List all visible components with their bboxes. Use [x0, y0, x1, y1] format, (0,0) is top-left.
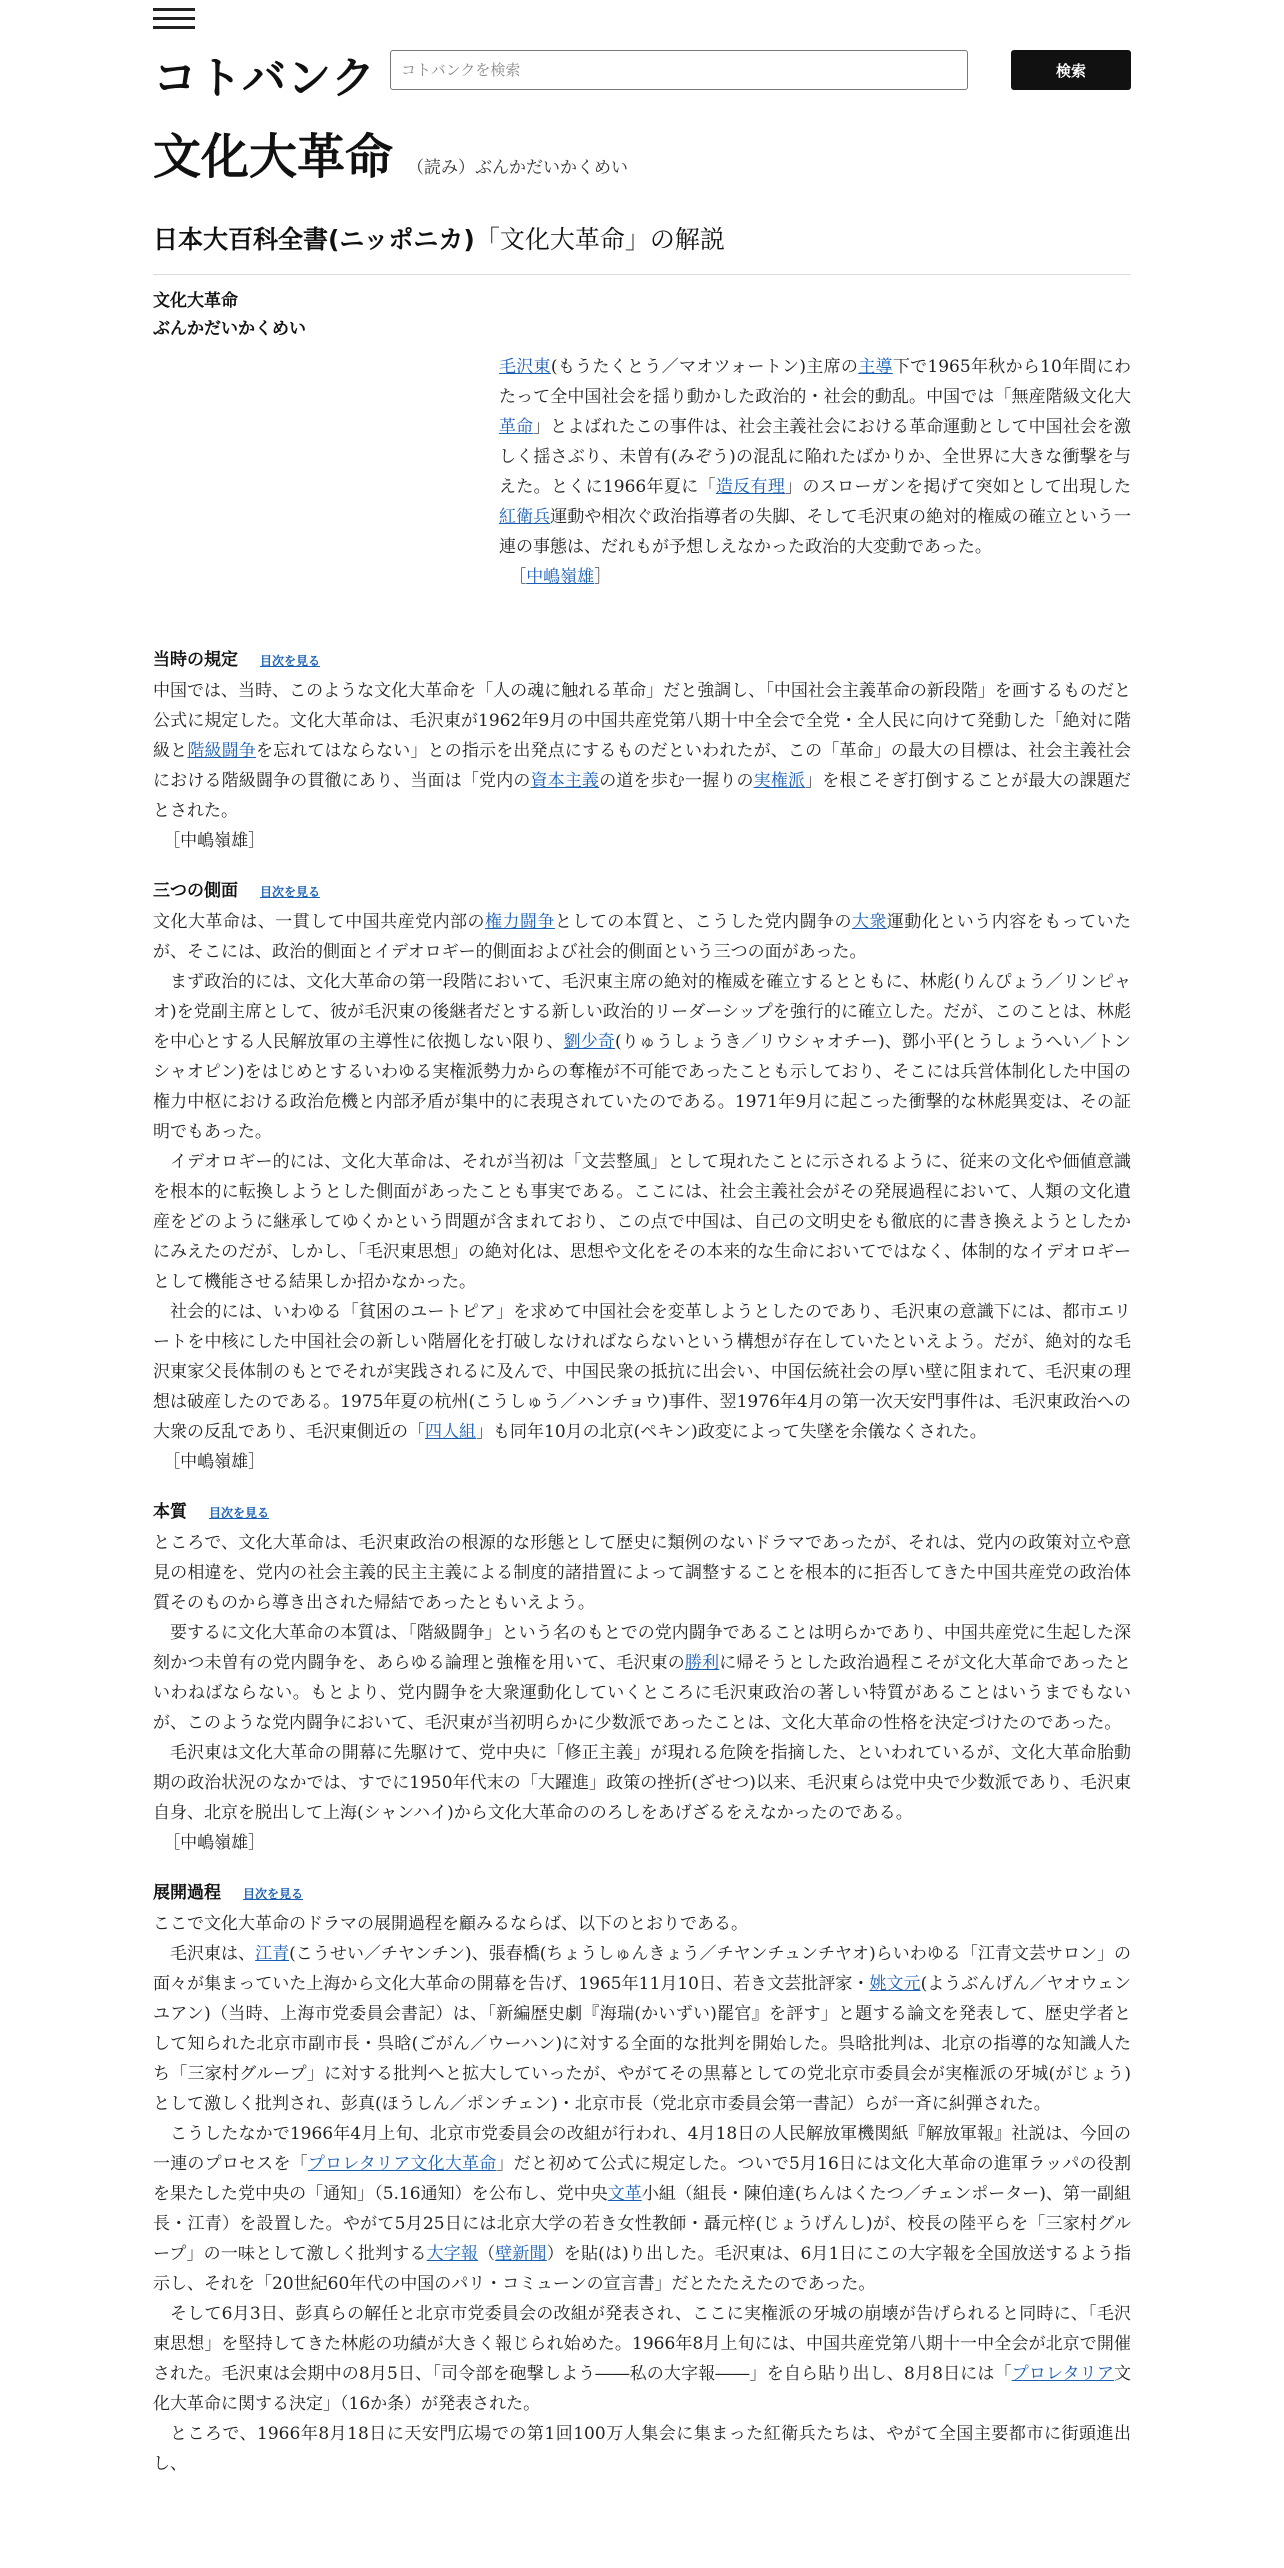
term-link[interactable]: 革命 [499, 417, 534, 437]
text-run: 」のスローガンを掲げて突如として出現した [785, 477, 1131, 497]
text-run: ところで、文化大革命は、毛沢東政治の根源的な形態として歴史に類例のないドラマであったが、それは、党内の政策対立や意見の相違を、党内の社会主義的民主主義による制度的諸措置によって調整することを根本的に拒否してきた中国共産党の政治体質そのものから導き出された帰結であったともいえよう。 [153, 1533, 1131, 1613]
text-run: 社会的には、いわゆる「貧困のユートピア」を求めて中国社会を変革しようとしたのであり、毛沢東の意識下には、都市エリートを中核にした中国社会の新しい階層化を打破しなければならないという構想が存在していたといえよう。だが、絶対的な毛沢東家父長体制のもとでそれが実践されるに及んで、中国民衆の抵抗に出会い、中国伝統社会の厚い壁に阻まれて、毛沢東の理想は破産したのである。1975年夏の杭州(こうしゅう／ハンチョウ)事件、翌1976年4月の第一次天安門事件は、毛沢東政治への大衆の反乱であり、毛沢東側近の「 [153, 1302, 1131, 1442]
section-paragraph [153, 1909, 1131, 1939]
section-paragraph [153, 2299, 1131, 2419]
section-paragraph [153, 2419, 1131, 2479]
text-run: 文化大革命に関する決定」（16か条）が発表された。 [153, 2364, 1131, 2414]
section-header [153, 1497, 1131, 1528]
text-run: を忘れてはならない」との指示を出発点にするものだといわれたが、この「革命」の最大の目標は、社会主義社会における階級闘争の貫徹にあり、当面は「党内の [153, 741, 1132, 791]
text-run: こうしたなかで1966年4月上旬、北京市党委員会の改組が行われ、4月18日の人民解放軍機関紙『解放軍報』社説は、今回の一連のプロセスを「 [153, 2124, 1131, 2174]
dictionary-name: 日本大百科全書(ニッポニカ) [153, 225, 475, 254]
text-run: 毛沢東は、 [170, 1944, 256, 1964]
text-run: (りゅうしょうき／リウシャオチー)、鄧小平(とうしょうへい／トンシャオピン)をはじめとするいわゆる実権派勢力からの奪権が不可能であったことも示しており、そこには兵営体制化した中国の権力中枢における政治危機と内部矛盾が集中的に表現されていたのである。1971年9月に起こった衝撃的な林彪異変は、その証明でもあった。 [153, 1032, 1132, 1142]
text-run: としての本質と、こうした党内闘争の [554, 912, 852, 932]
text-run: 運動や相次ぐ政治指導者の失脚、そして毛沢東の絶対的権威の確立という一連の事態は、だれもが予想しえなかった政治的大変動であった。 [499, 507, 1131, 557]
section-header [153, 645, 1131, 676]
term-link[interactable]: 紅衛兵 [499, 507, 551, 527]
term-link[interactable]: 姚文元 [869, 1974, 921, 1994]
text-run: の道を歩む一握りの [599, 771, 754, 791]
section-author: ［中嶋嶺雄］ [163, 1452, 266, 1472]
section-paragraph [153, 1528, 1131, 1618]
term-link[interactable]: 造反有理 [715, 477, 786, 497]
lead-paragraph [499, 352, 1131, 562]
section-paragraph [153, 1939, 1131, 2119]
section-header [153, 876, 1131, 907]
section-paragraph [153, 676, 1131, 826]
toc-link[interactable]: 目次を見る [260, 654, 321, 668]
section-paragraph [153, 2119, 1131, 2299]
term-link[interactable]: 主導 [858, 357, 893, 377]
section-paragraph [153, 1297, 1131, 1447]
term-link[interactable]: プロレタリア [1011, 2364, 1114, 2384]
dictionary-suffix: 「文化大革命」の解説 [474, 225, 725, 254]
section-header [153, 1878, 1131, 1909]
headword-block [153, 287, 306, 343]
toc-link[interactable]: 目次を見る [243, 1887, 304, 1901]
title-reading: （読み）ぶんかだいかくめい [407, 158, 629, 178]
text-run: 下で1965年秋から10年間にわたって全中国社会を揺り動かした政治的・社会的動乱。中国では「無産階級文化大 [499, 357, 1132, 407]
section-heading: 本質 [153, 1502, 187, 1522]
section-author: ［中嶋嶺雄］ [163, 831, 266, 851]
site-logo[interactable]: コトバンク [153, 53, 377, 104]
text-run: に帰そうとした政治過程こそが文化大革命であったといわねばならない。もとより、党内闘争を大衆運動化していくところに毛沢東政治の著しい特質があることはいうまでもないが、このような党内闘争において、毛沢東が当初明らかに少数派であったことは、文化大革命の性格を決定づけたのであった。 [153, 1653, 1131, 1733]
toc-link[interactable]: 目次を見る [260, 885, 321, 899]
term-link[interactable]: 中嶋嶺雄 [526, 567, 595, 587]
text-run: 」とよばれたこの事件は、社会主義社会における革命運動として中国社会を激しく揺さぶり、未曽有(みぞう)の混乱に陥れたばかりか、全世界に大きな衝撃を与えた。とくに1966年夏に「 [499, 417, 1132, 497]
text-run: イデオロギー的には、文化大革命は、それが当初は「文芸整風」として現れたことに示されるように、従来の文化や価値意識を根本的に転換しようとした側面があったことも事実である。ここには、社会主義社会がその発展過程において、人類の文化遺産をどのように継承してゆくかという問題が含まれており、この点で中国は、自己の文明史をも徹底的に書き換えようとしたかにみえたのだが、しかし、「毛沢東思想」の絶対化は、思想や文化をその本来的な生命においてではなく、体制的なイデオロギーとして機能させる結果しか招かなかった。 [153, 1152, 1131, 1292]
text-run: (ようぶんげん／ヤオウェンユアン)（当時、上海市党委員会書記）は、「新編歴史劇『海瑞(かいずい)罷官』を評す」と題する論文を発表して、歴史学者として知られた北京市副市長・呉晗(ごがん／ウーハン)に対する全面的な批判を開始した。呉晗批判は、北京の指導的な知識人たち「三家村グループ」に対する批判へと拡大していったが、やがてその黒幕としての党北京市委員会が実権派の牙城(がじょう)として激しく批判され、彭真(ほうしん／ポンチェン)・北京市長（党北京市委員会第一書記）らが一斉に糾弾された。 [153, 1974, 1131, 2114]
term-link[interactable]: 大字報 [426, 2244, 479, 2264]
term-link[interactable]: 実権派 [753, 771, 806, 791]
text-run: 小組（組長・陳伯達(ちんはくたつ／チェンポーター)、第一副組長・江青）を設置した。やがて5月25日には北京大学の若き女性教師・聶元梓(じょうげんし)が、校長の陸平らを「三家村グループ」の一味として激しく批判する [153, 2184, 1131, 2264]
text-run: (もうたくとう／マオツォートン)主席の [550, 357, 859, 377]
text-run: ところで、1966年8月18日に天安門広場での第1回100万人集会に集まった紅衛兵たちは、やがて全国主要都市に街頭進出し、 [153, 2424, 1131, 2474]
term-link[interactable]: 江青 [255, 1944, 290, 1964]
page-title-text: 文化大革命 [153, 129, 394, 185]
text-run: 毛沢東は文化大革命の開幕に先駆けて、党中央に「修正主義」が現れる危険を指摘した、といわれているが、文化大革命胎動期の政治状況のなかでは、すでに1950年代末の「大躍進」政策の挫折(ざせつ)以来、毛沢東らは党中央で少数派であり、毛沢東自身、北京を脱出して上海(シャンハイ)から文化大革命ののろしをあげざるをえなかったのである。 [153, 1743, 1131, 1823]
section-paragraph [153, 1738, 1131, 1828]
term-link[interactable]: 資本主義 [530, 771, 600, 791]
text-run: 文化大革命は、一貫して中国共産党内部の [153, 912, 485, 932]
term-link[interactable]: 階級闘争 [187, 741, 256, 761]
text-run: （ [478, 2244, 496, 2264]
search-input[interactable] [390, 50, 968, 90]
text-run: ここで文化大革命のドラマの展開過程を顧みるならば、以下のとおりである。 [153, 1914, 748, 1934]
text-run: 」を根こそぎ打倒することが最大の課題だとされた。 [153, 771, 1132, 821]
text-run: 」も同年10月の北京(ペキン)政変によって失墜を余儀なくされた。 [476, 1422, 987, 1442]
text-run: そして6月3日、彭真らの解任と北京市党委員会の改組が発表され、ここに実権派の牙城の崩壊が告げられると同時に、「毛沢東思想」を堅持してきた林彪の功績が大きく報じられ始めた。1966年8月上旬には、中国共産党第八期十一中全会が北京で開催された。毛沢東は会期中の8月5日、「司令部を砲撃しよう――私の大字報――」を自ら貼り出し、8月8日には「 [153, 2304, 1131, 2384]
section-paragraph [153, 907, 1131, 967]
text-run: まず政治的には、文化大革命の第一段階において、毛沢東主席の絶対的権威を確立するとともに、林彪(りんぴょう／リンピャオ)を党副主席として、彼が毛沢東の後継者だとする新しい政治的リーダーシップを強行的に確立した。だが、このことは、林彪を中心とする人民解放軍の主導性に依拠しない限り、 [153, 972, 1131, 1052]
text-run: 」だと初めて公式に規定した。ついで5月16日には文化大革命の進軍ラッパの役割を果たした党中央の「通知」（5.16通知）を公布し、党中央 [153, 2154, 1131, 2204]
text-run: 運動化という内容をもっていたが、そこには、政治的側面とイデオロギー的側面および社会的側面という三つの面があった。 [153, 912, 1132, 962]
term-link[interactable]: 毛沢東 [499, 357, 551, 377]
article-section [153, 1497, 1131, 1858]
text-run: 中国では、当時、このような文化大革命を「人の魂に触れる革命」だと強調し、「中国社会主義革命の新段階」を画するものだと公式に規定した。文化大革命は、毛沢東が1962年9月の中国共産党第八期十中全会で全党・全人民に向けて発動した「絶対に階級と [153, 681, 1131, 761]
text-run: (こうせい／チヤンチン)、張春橋(ちょうしゅんきょう／チヤンチュンチヤオ)らいわゆる「江青文芸サロン」の面々が集まっていた上海から文化大革命の開幕を告げ、1965年11月10日、若き文芸批評家・ [153, 1944, 1132, 1994]
dictionary-heading [153, 220, 1131, 275]
section-author: ［中嶋嶺雄］ [163, 1833, 266, 1853]
article-section [153, 1878, 1131, 2479]
term-link[interactable]: 四人組 [425, 1422, 476, 1442]
section-heading: 三つの側面 [153, 881, 238, 901]
text-run: ］ [594, 567, 612, 587]
term-link[interactable]: 権力闘争 [484, 912, 555, 932]
lead-author [499, 562, 1131, 592]
hamburger-menu-icon[interactable] [153, 8, 195, 30]
headword: 文化大革命 [153, 291, 238, 311]
section-heading: 展開過程 [153, 1883, 221, 1903]
section-paragraph [153, 1147, 1131, 1297]
section-heading: 当時の規定 [153, 650, 238, 670]
term-link[interactable]: 勝利 [684, 1653, 720, 1673]
toc-link[interactable]: 目次を見る [209, 1506, 270, 1520]
text-run: ［ [509, 567, 527, 587]
article-section [153, 645, 1131, 856]
article-section [153, 876, 1131, 1477]
search-button[interactable]: 検索 [1011, 50, 1131, 90]
text-run: 要するに文化大革命の本質は、「階級闘争」という名のもとでの党内闘争であることは明らかであり、中国共産党に生起した深刻かつ未曽有の党内闘争を、あらゆる論理と強権を用いて、毛沢東の [153, 1623, 1131, 1673]
section-paragraph [153, 967, 1131, 1147]
term-link[interactable]: 大衆 [851, 912, 887, 932]
text-run: ）を貼(は)り出した。毛沢東は、6月1日にこの大字報を全国放送するよう指示し、それを「20世紀60年代の中国のパリ・コミューンの宣言書」だとたたえたのであった。 [153, 2244, 1132, 2294]
article-body [153, 645, 1131, 2499]
term-link[interactable]: 文革 [607, 2184, 642, 2204]
term-link[interactable]: 劉少奇 [563, 1032, 616, 1052]
section-paragraph [153, 1618, 1131, 1738]
headword-reading: ぶんかだいかくめい [153, 319, 306, 339]
page-title [153, 118, 628, 187]
lead-section [499, 352, 1131, 592]
term-link[interactable]: 壁新聞 [495, 2244, 547, 2264]
term-link[interactable]: プロレタリア文化大革命 [307, 2154, 497, 2174]
